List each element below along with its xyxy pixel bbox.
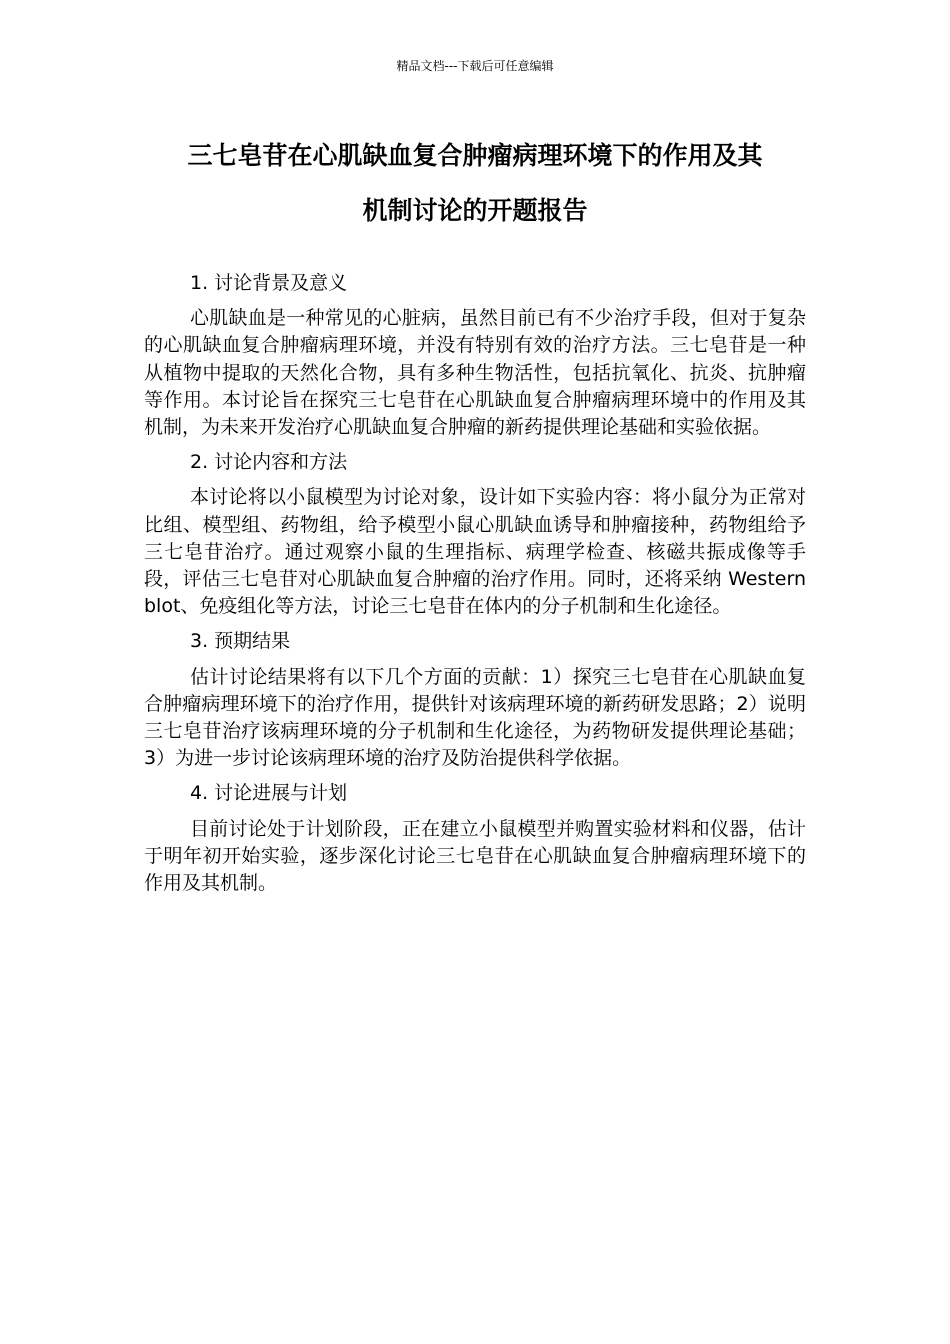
section-heading-expected-results: 3. 预期结果 [190,630,291,653]
title-line-2: 机制讨论的开题报告 [362,196,588,225]
section-body-methods: 本讨论将以小鼠模型为讨论对象，设计如下实验内容：将小鼠分为正常对比组、模型组、药物组，给予模型小鼠心肌缺血诱导和肿瘤接种，药物组给予三七皂苷治疗。通过观察小鼠的生理指标、病理学检查、核磁共振成像等手段，评估三七皂苷对心肌缺血复合肿瘤的治疗作用。同时，还将采纳 Western blot、免疫组化等方法，讨论三七皂苷在体内的分子机制和生化途径。 [144,486,806,618]
section-heading-methods: 2. 讨论内容和方法 [190,451,348,474]
section-heading-progress-plan: 4. 讨论进展与计划 [190,782,348,805]
document-title [140,128,810,238]
section-body-background: 心肌缺血是一种常见的心脏病，虽然目前已有不少治疗手段，但对于复杂的心肌缺血复合肿瘤病理环境，并没有特别有效的治疗方法。三七皂苷是一种从植物中提取的天然化合物，具有多种生物活性，包括抗氧化、抗炎、抗肿瘤等作用。本讨论旨在探究三七皂苷在心肌缺血复合肿瘤病理环境中的作用及其机制，为未来开发治疗心肌缺血复合肿瘤的新药提供理论基础和实验依据。 [144,307,806,439]
section-body-expected-results: 估计讨论结果将有以下几个方面的贡献：1）探究三七皂苷在心肌缺血复合肿瘤病理环境下的治疗作用，提供针对该病理环境的新药研发思路；2）说明三七皂苷治疗该病理环境的分子机制和生化途径，为药物研发提供理论基础；3）为进一步讨论该病理环境的治疗及防治提供科学依据。 [144,665,806,770]
header-note: 精品文档---下载后可任意编辑 [396,59,554,73]
section-body-progress-plan: 目前讨论处于计划阶段，正在建立小鼠模型并购置实验材料和仪器，估计于明年初开始实验，逐步深化讨论三七皂苷在心肌缺血复合肿瘤病理环境下的作用及其机制。 [144,817,806,895]
section-heading-background: 1. 讨论背景及意义 [190,272,348,294]
document-body [144,270,806,905]
title-line-1: 三七皂苷在心肌缺血复合肿瘤病理环境下的作用及其 [187,141,763,170]
